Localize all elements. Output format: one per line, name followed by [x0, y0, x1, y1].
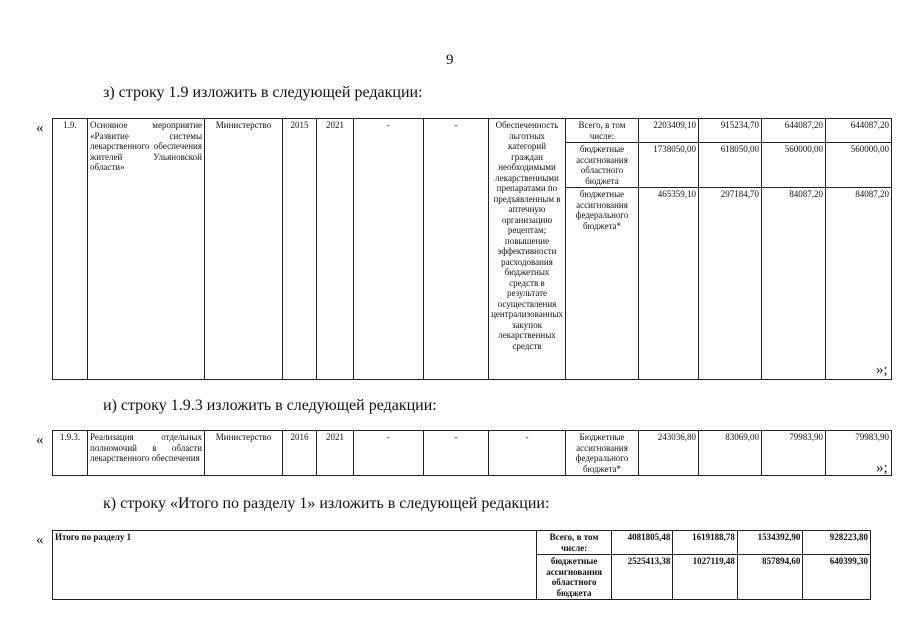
open-quote: «: [36, 432, 44, 448]
finance-value: 644087,20: [826, 119, 892, 143]
table-row-1-9: [52, 118, 892, 380]
finance-value: 1534392,90: [737, 531, 803, 555]
finance-value: 83069,00: [699, 431, 762, 476]
finance-value: 297184,70: [699, 188, 762, 380]
finance-value: 79983,90: [826, 431, 892, 476]
row-goal: Обеспеченность льготных категорий граждан необходимыми лекарственными препаратами по предъявленным в аптечную организацию рецептам; повышение эффективности расходования бюджетных средств в результате осуществления централизованных закупок лекарственных средств: [489, 119, 566, 380]
finance-label: бюджетные ассигнования областного бюджета: [566, 143, 639, 188]
heading-row-1-9-3: и) строку 1.9.3 изложить в следующей редакции:: [103, 397, 437, 414]
finance-value: 243036,80: [639, 431, 699, 476]
heading-row-1-9: з) строку 1.9 изложить в следующей редакции:: [103, 84, 423, 101]
row-name: Реализация отдельных полномочий в области лекарственного обеспечения: [88, 431, 205, 476]
finance-label: бюджетные ассигнования федерального бюджета*: [566, 188, 639, 380]
finance-value: 618050,00: [699, 143, 762, 188]
year-start: 2016: [283, 431, 317, 476]
dash-cell: -: [354, 431, 424, 476]
year-end: 2021: [317, 119, 354, 380]
finance-value: 915234,70: [699, 119, 762, 143]
open-quote: «: [36, 120, 44, 136]
finance-value: 1027119,48: [673, 555, 737, 600]
finance-value: 644087,20: [762, 119, 826, 143]
finance-label: бюджетные ассигнования областного бюджета: [537, 555, 612, 600]
open-quote: «: [36, 532, 44, 548]
total-title: Итого по разделу 1: [53, 531, 537, 600]
finance-value: 560000,00: [762, 143, 826, 188]
finance-value: 79983,90: [762, 431, 826, 476]
finance-value: 2525413,38: [611, 555, 672, 600]
close-quote: »;: [876, 460, 888, 476]
finance-value: 857894,60: [737, 555, 803, 600]
finance-value: 1619188,78: [673, 531, 737, 555]
heading-total-section-1: к) строку «Итого по разделу 1» изложить в следующей редакции:: [103, 495, 550, 512]
row-number: 1.9.3.: [53, 431, 88, 476]
finance-value: 4081805,48: [611, 531, 672, 555]
page-number: 9: [446, 52, 454, 68]
finance-value: 928223,80: [803, 531, 871, 555]
dash-cell: -: [424, 431, 489, 476]
finance-value: 640399,30: [803, 555, 871, 600]
finance-value: 1738050,00: [639, 143, 699, 188]
finance-label: Всего, в том числе:: [537, 531, 612, 555]
row-executor: Министерство: [205, 119, 283, 380]
dash-cell: -: [354, 119, 424, 380]
finance-value: 2203409,10: [639, 119, 699, 143]
table-total-section-1: [52, 530, 871, 600]
dash-cell: -: [424, 119, 489, 380]
year-end: 2021: [317, 431, 354, 476]
finance-label: Бюджетные ассигнования федерального бюджета*: [566, 431, 639, 476]
row-executor: Министерство: [205, 431, 283, 476]
finance-label: Всего, в том числе:: [566, 119, 639, 143]
row-name: Основное мероприятие «Развитие системы лекарственного обеспечения жителей Ульяновской области»: [88, 119, 205, 380]
finance-value: 84087,20: [762, 188, 826, 380]
table-row-1-9-3: [52, 430, 892, 476]
finance-value: 84087,20: [826, 188, 892, 380]
row-number: 1.9.: [53, 119, 88, 380]
finance-value: 560000,00: [826, 143, 892, 188]
close-quote: »;: [876, 362, 888, 378]
year-start: 2015: [283, 119, 317, 380]
dash-cell: -: [489, 431, 566, 476]
finance-value: 465359,10: [639, 188, 699, 380]
